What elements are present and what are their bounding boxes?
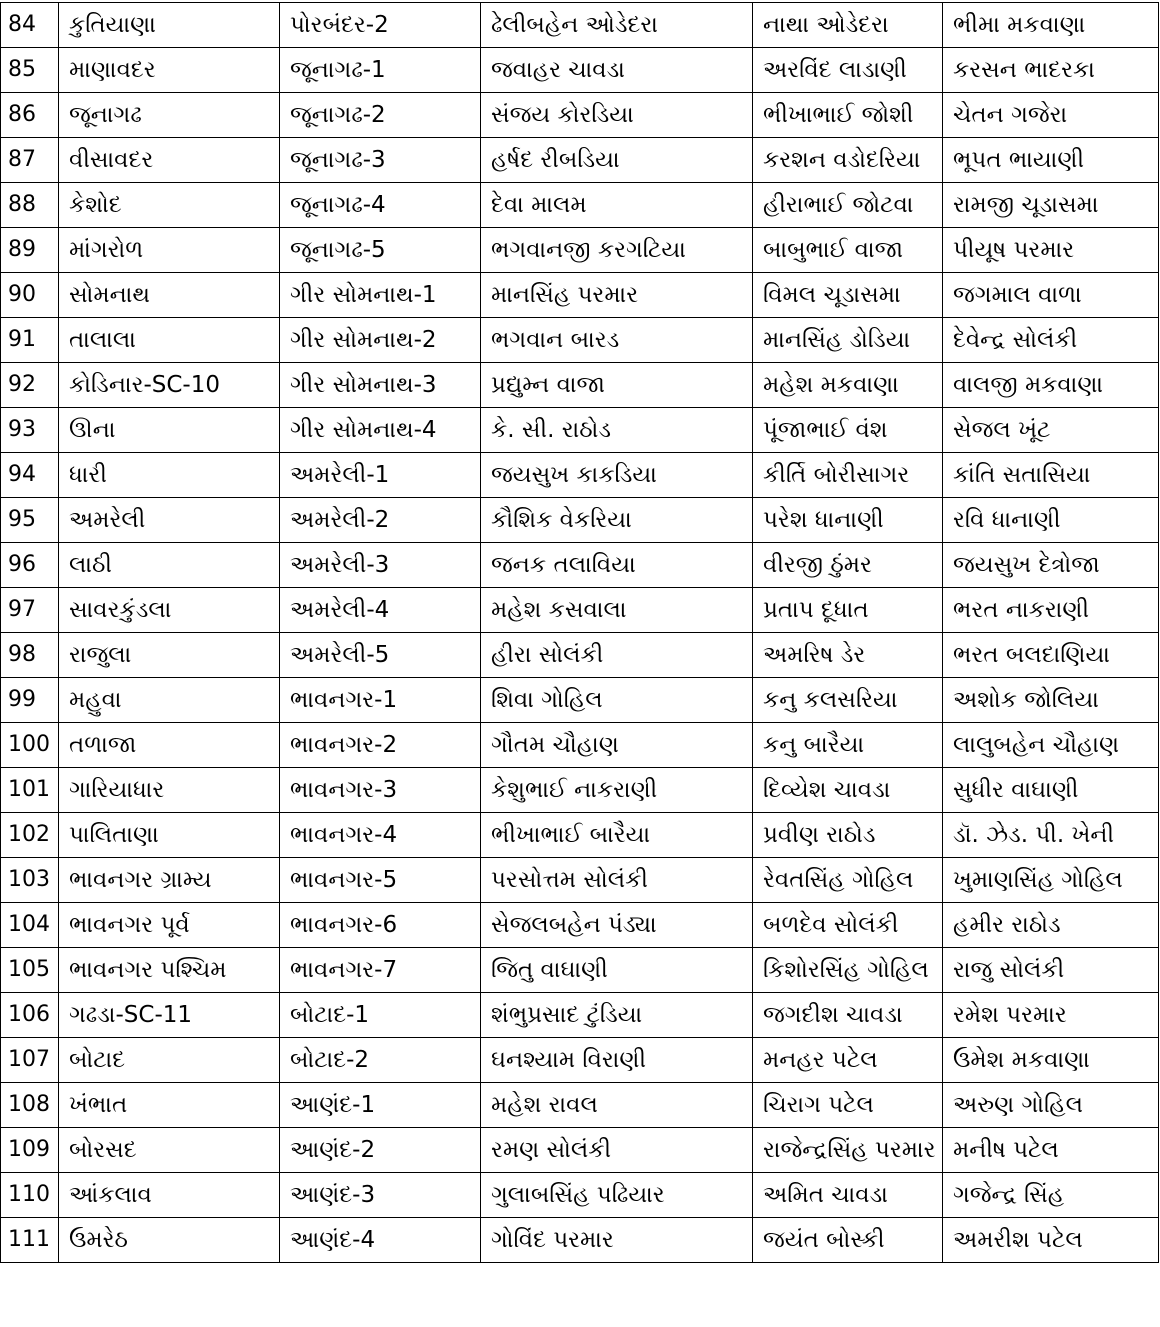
candidate-col-3: અશોક જોલિયા	[943, 678, 1159, 723]
constituency-name: બોટાદ	[59, 1038, 280, 1083]
constituency-name: આંકલાવ	[59, 1173, 280, 1218]
row-number: 92	[1, 363, 59, 408]
district-seat-code: ભાવનગર-1	[280, 678, 481, 723]
row-number: 98	[1, 633, 59, 678]
candidate-col-2: કનુ કલસરિયા	[753, 678, 943, 723]
candidate-col-3: રમેશ પરમાર	[943, 993, 1159, 1038]
table-row	[1, 723, 1159, 768]
row-number: 96	[1, 543, 59, 588]
candidate-col-1: ગૌતમ ચૌહાણ	[481, 723, 753, 768]
candidate-col-1: હીરા સોલંકી	[481, 633, 753, 678]
district-seat-code: બોટાદ-2	[280, 1038, 481, 1083]
constituency-name: બોરસદ	[59, 1128, 280, 1173]
candidate-col-1: જિતુ વાઘાણી	[481, 948, 753, 993]
candidate-col-2: ચિરાગ પટેલ	[753, 1083, 943, 1128]
candidate-col-3: ખુમાણસિંહ ગોહિલ	[943, 858, 1159, 903]
district-seat-code: પોરબંદર-2	[280, 3, 481, 48]
candidate-col-2: અરવિંદ લાડાણી	[753, 48, 943, 93]
candidate-col-1: ઘનશ્યામ વિરાણી	[481, 1038, 753, 1083]
candidate-col-1: મહેશ રાવલ	[481, 1083, 753, 1128]
candidate-col-2: રેવતસિંહ ગોહિલ	[753, 858, 943, 903]
constituency-name: ઊના	[59, 408, 280, 453]
candidate-col-3: લાલુબહેન ચૌહાણ	[943, 723, 1159, 768]
table-row	[1, 1128, 1159, 1173]
candidate-col-2: કરશન વડોદરિયા	[753, 138, 943, 183]
candidate-col-3: સેજલ ખૂંટ	[943, 408, 1159, 453]
row-number: 104	[1, 903, 59, 948]
row-number: 102	[1, 813, 59, 858]
table-body	[1, 3, 1159, 1263]
constituency-name: મહુવા	[59, 678, 280, 723]
candidate-col-3: ચેતન ગજેરા	[943, 93, 1159, 138]
constituency-name: માણાવદર	[59, 48, 280, 93]
district-seat-code: આણંદ-4	[280, 1218, 481, 1263]
candidate-col-1: ગોવિંદ પરમાર	[481, 1218, 753, 1263]
candidate-col-3: સુધીર વાઘાણી	[943, 768, 1159, 813]
constituency-name: સોમનાથ	[59, 273, 280, 318]
district-seat-code: ભાવનગર-3	[280, 768, 481, 813]
candidate-col-2: દિવ્યેશ ચાવડા	[753, 768, 943, 813]
candidate-col-1: સંજય કોરડિયા	[481, 93, 753, 138]
constituency-name: ખંભાત	[59, 1083, 280, 1128]
district-seat-code: જૂનાગઢ-3	[280, 138, 481, 183]
row-number: 90	[1, 273, 59, 318]
candidate-col-1: ભીખાભાઈ બારૈયા	[481, 813, 753, 858]
candidate-table	[0, 2, 1159, 1263]
candidate-col-2: વીરજી ઠુંમર	[753, 543, 943, 588]
table-row	[1, 273, 1159, 318]
constituency-name: સાવરકુંડલા	[59, 588, 280, 633]
candidate-col-3: દેવેન્દ્ર સોલંકી	[943, 318, 1159, 363]
constituency-name: ભાવનગર પશ્ચિમ	[59, 948, 280, 993]
candidate-col-2: નાથા ઓડેદરા	[753, 3, 943, 48]
candidate-col-1: કે. સી. રાઠોડ	[481, 408, 753, 453]
constituency-name: ભાવનગર પૂર્વ	[59, 903, 280, 948]
row-number: 101	[1, 768, 59, 813]
candidate-col-3: ભીમા મકવાણા	[943, 3, 1159, 48]
district-seat-code: ગીર સોમનાથ-4	[280, 408, 481, 453]
candidate-col-3: હમીર રાઠોડ	[943, 903, 1159, 948]
candidate-col-1: ભગવાનજી કરગટિયા	[481, 228, 753, 273]
row-number: 91	[1, 318, 59, 363]
candidate-col-3: રાજુ સોલંકી	[943, 948, 1159, 993]
candidate-col-3: ગજેન્દ્ર સિંહ	[943, 1173, 1159, 1218]
district-seat-code: ભાવનગર-6	[280, 903, 481, 948]
district-seat-code: ગીર સોમનાથ-2	[280, 318, 481, 363]
row-number: 84	[1, 3, 59, 48]
constituency-name: માંગરોળ	[59, 228, 280, 273]
constituency-name: ભાવનગર ગ્રામ્ય	[59, 858, 280, 903]
candidate-col-3: અમરીશ પટેલ	[943, 1218, 1159, 1263]
constituency-name: ગારિયાધાર	[59, 768, 280, 813]
candidate-col-2: પ્રતાપ દૂધાત	[753, 588, 943, 633]
candidate-col-1: ભગવાન બારડ	[481, 318, 753, 363]
row-number: 109	[1, 1128, 59, 1173]
candidate-col-1: રમણ સોલંકી	[481, 1128, 753, 1173]
candidate-col-2: જગદીશ ચાવડા	[753, 993, 943, 1038]
table-row	[1, 1083, 1159, 1128]
candidate-col-3: ભરત બલદાણિયા	[943, 633, 1159, 678]
table-row	[1, 813, 1159, 858]
candidate-col-3: રામજી ચૂડાસમા	[943, 183, 1159, 228]
candidate-col-2: કીર્તિ બોરીસાગર	[753, 453, 943, 498]
candidate-col-1: પ્રદ્યુમ્ન વાજા	[481, 363, 753, 408]
district-seat-code: જૂનાગઢ-5	[280, 228, 481, 273]
candidate-col-1: મહેશ કસવાલા	[481, 588, 753, 633]
row-number: 108	[1, 1083, 59, 1128]
row-number: 87	[1, 138, 59, 183]
constituency-name: લાઠી	[59, 543, 280, 588]
district-seat-code: ભાવનગર-4	[280, 813, 481, 858]
constituency-name: તળાજા	[59, 723, 280, 768]
candidate-col-3: જયસુખ દેત્રોજા	[943, 543, 1159, 588]
constituency-name: રાજુલા	[59, 633, 280, 678]
constituency-name: તાલાલા	[59, 318, 280, 363]
candidate-col-1: ગુલાબસિંહ પઢિયાર	[481, 1173, 753, 1218]
candidate-col-2: ભીખાભાઈ જોશી	[753, 93, 943, 138]
candidate-col-1: પરસોત્તમ સોલંકી	[481, 858, 753, 903]
district-seat-code: અમરેલી-1	[280, 453, 481, 498]
candidate-col-2: માનસિંહ ડોડિયા	[753, 318, 943, 363]
candidate-col-2: પરેશ ધાનાણી	[753, 498, 943, 543]
candidate-col-1: જયસુખ કાકડિયા	[481, 453, 753, 498]
constituency-name: કુતિયાણા	[59, 3, 280, 48]
table-row	[1, 588, 1159, 633]
table-row	[1, 993, 1159, 1038]
candidate-col-3: વાલજી મકવાણા	[943, 363, 1159, 408]
constituency-name: જૂનાગઢ	[59, 93, 280, 138]
row-number: 88	[1, 183, 59, 228]
table-row	[1, 903, 1159, 948]
candidate-col-2: કનુ બારૈયા	[753, 723, 943, 768]
table-row	[1, 408, 1159, 453]
row-number: 100	[1, 723, 59, 768]
district-seat-code: આણંદ-1	[280, 1083, 481, 1128]
row-number: 93	[1, 408, 59, 453]
district-seat-code: ગીર સોમનાથ-1	[280, 273, 481, 318]
table-row	[1, 1173, 1159, 1218]
table-row	[1, 138, 1159, 183]
table-row	[1, 318, 1159, 363]
candidate-col-3: મનીષ પટેલ	[943, 1128, 1159, 1173]
candidate-col-2: અમરિષ ડેર	[753, 633, 943, 678]
table-row	[1, 453, 1159, 498]
candidate-col-2: કિશોરસિંહ ગોહિલ	[753, 948, 943, 993]
candidate-col-1: કૌશિક વેકરિયા	[481, 498, 753, 543]
row-number: 85	[1, 48, 59, 93]
candidate-col-3: કરસન ભાદરકા	[943, 48, 1159, 93]
row-number: 99	[1, 678, 59, 723]
row-number: 110	[1, 1173, 59, 1218]
row-number: 97	[1, 588, 59, 633]
table-row	[1, 93, 1159, 138]
district-seat-code: બોટાદ-1	[280, 993, 481, 1038]
table-row	[1, 543, 1159, 588]
district-seat-code: જૂનાગઢ-2	[280, 93, 481, 138]
district-seat-code: અમરેલી-5	[280, 633, 481, 678]
constituency-name: કોડિનાર-SC-10	[59, 363, 280, 408]
row-number: 111	[1, 1218, 59, 1263]
district-seat-code: અમરેલી-4	[280, 588, 481, 633]
candidate-col-1: જનક તલાવિયા	[481, 543, 753, 588]
district-seat-code: જૂનાગઢ-1	[280, 48, 481, 93]
candidate-col-3: ઉમેશ મકવાણા	[943, 1038, 1159, 1083]
candidate-col-2: પૂંજાભાઈ વંશ	[753, 408, 943, 453]
district-seat-code: અમરેલી-3	[280, 543, 481, 588]
district-seat-code: ભાવનગર-5	[280, 858, 481, 903]
table-row	[1, 678, 1159, 723]
table-row	[1, 228, 1159, 273]
table-row	[1, 48, 1159, 93]
candidate-col-2: પ્રવીણ રાઠોડ	[753, 813, 943, 858]
district-seat-code: જૂનાગઢ-4	[280, 183, 481, 228]
district-seat-code: ભાવનગર-2	[280, 723, 481, 768]
district-seat-code: આણંદ-2	[280, 1128, 481, 1173]
candidate-col-2: મહેશ મકવાણા	[753, 363, 943, 408]
candidate-col-1: ઢેલીબહેન ઓડેદરા	[481, 3, 753, 48]
candidate-col-1: સેજલબહેન પંડ્યા	[481, 903, 753, 948]
row-number: 95	[1, 498, 59, 543]
table-row	[1, 948, 1159, 993]
row-number: 106	[1, 993, 59, 1038]
candidate-col-2: બળદેવ સોલંકી	[753, 903, 943, 948]
table-row	[1, 3, 1159, 48]
table-row	[1, 498, 1159, 543]
candidate-col-1: શંભુપ્રસાદ ટુંડિયા	[481, 993, 753, 1038]
candidate-col-3: પીયૂષ પરમાર	[943, 228, 1159, 273]
table-row	[1, 183, 1159, 228]
candidate-col-3: રવિ ધાનાણી	[943, 498, 1159, 543]
row-number: 89	[1, 228, 59, 273]
row-number: 107	[1, 1038, 59, 1083]
candidate-col-3: ભરત નાકરાણી	[943, 588, 1159, 633]
candidate-col-2: અમિત ચાવડા	[753, 1173, 943, 1218]
candidate-col-2: હીરાભાઈ જોટવા	[753, 183, 943, 228]
constituency-name: ગઢડા-SC-11	[59, 993, 280, 1038]
candidate-col-2: વિમલ ચૂડાસમા	[753, 273, 943, 318]
table-row	[1, 858, 1159, 903]
constituency-name: પાલિતાણા	[59, 813, 280, 858]
constituency-name: ઉમરેઠ	[59, 1218, 280, 1263]
constituency-name: કેશોદ	[59, 183, 280, 228]
candidate-col-2: જયંત બોસ્કી	[753, 1218, 943, 1263]
candidate-col-1: દેવા માલમ	[481, 183, 753, 228]
district-seat-code: ભાવનગર-7	[280, 948, 481, 993]
table-row	[1, 1218, 1159, 1263]
candidate-col-1: માનસિંહ પરમાર	[481, 273, 753, 318]
constituency-name: અમરેલી	[59, 498, 280, 543]
candidate-col-2: રાજેન્દ્રસિંહ પરમાર	[753, 1128, 943, 1173]
row-number: 103	[1, 858, 59, 903]
table-row	[1, 633, 1159, 678]
district-seat-code: આણંદ-3	[280, 1173, 481, 1218]
table-row	[1, 363, 1159, 408]
row-number: 94	[1, 453, 59, 498]
candidate-col-3: અરુણ ગોહિલ	[943, 1083, 1159, 1128]
candidate-col-3: કાંતિ સતાસિયા	[943, 453, 1159, 498]
candidate-col-1: કેશુભાઈ નાકરાણી	[481, 768, 753, 813]
candidate-col-2: મનહર પટેલ	[753, 1038, 943, 1083]
candidate-col-3: ડૉ. ઝેડ. પી. ખેની	[943, 813, 1159, 858]
row-number: 105	[1, 948, 59, 993]
constituency-name: વીસાવદર	[59, 138, 280, 183]
candidate-col-3: જગમાલ વાળા	[943, 273, 1159, 318]
district-seat-code: ગીર સોમનાથ-3	[280, 363, 481, 408]
row-number: 86	[1, 93, 59, 138]
table-row	[1, 1038, 1159, 1083]
candidate-col-3: ભૂપત ભાયાણી	[943, 138, 1159, 183]
candidate-col-1: શિવા ગોહિલ	[481, 678, 753, 723]
candidate-col-2: બાબુભાઈ વાજા	[753, 228, 943, 273]
candidate-col-1: હર્ષદ રીબડિયા	[481, 138, 753, 183]
table-row	[1, 768, 1159, 813]
candidate-col-1: જવાહર ચાવડા	[481, 48, 753, 93]
constituency-name: ધારી	[59, 453, 280, 498]
district-seat-code: અમરેલી-2	[280, 498, 481, 543]
